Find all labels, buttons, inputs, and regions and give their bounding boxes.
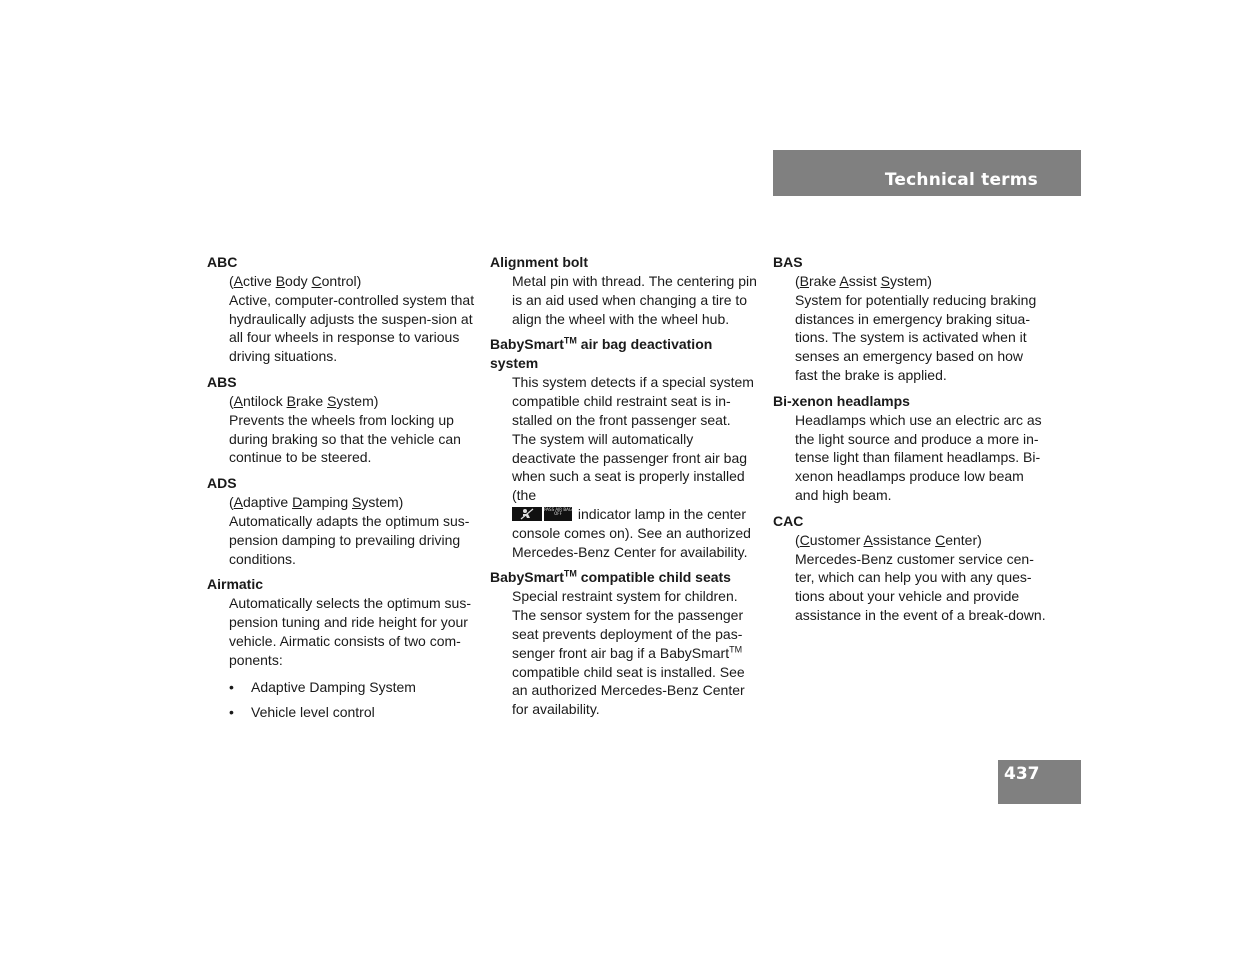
term-definition: System for potentially reducing braking distances in emergency braking situa-tions. The system is activated when it senses an emergency based on how fast the brake is applied. bbox=[795, 291, 1037, 383]
term-heading: BAS bbox=[773, 254, 803, 270]
term-expansion: (Antilock Brake System) bbox=[229, 392, 379, 409]
term-expansion: (Active Body Control) bbox=[229, 273, 362, 289]
entry-babysmart-seats bbox=[490, 568, 758, 719]
entry-airmatic bbox=[207, 575, 479, 722]
term-heading: ABC bbox=[207, 254, 238, 270]
pass-airbag-off-label: PASS AIR BAG OFF bbox=[544, 507, 572, 521]
entry-bi-xenon-headlamps bbox=[773, 392, 1048, 505]
page-number: 437 bbox=[1004, 764, 1040, 784]
term-definition: Mercedes-Benz customer service cen-ter, which can help you with any ques-tions about your vehicle and provide assistance in the event of a break-down. bbox=[795, 550, 1046, 623]
term-definition: Special restraint system for children. The sensor system for the passenger seat prevents deployment of the pas-senger front air bag if a BabySmart™ compatible child seat is installed. See an authorized Mercedes-Benz Center for availability. bbox=[512, 588, 745, 718]
term-heading: Alignment bolt bbox=[490, 254, 588, 270]
entry-abs bbox=[207, 373, 479, 467]
term-heading: Airmatic bbox=[207, 576, 264, 593]
glossary-column-1 bbox=[207, 253, 479, 729]
bullet-list bbox=[229, 678, 479, 723]
list-item: • Adaptive Damping System bbox=[229, 678, 479, 697]
glossary-column-3 bbox=[773, 253, 1048, 632]
term-definition: This system detects if a special system compatible child restraint seat is in-stalled on the front passenger seat. The system will automatically deactivate the passenger front air bag when such a seat is properly installed (the PASS AIR BAG OFF indicator lamp in the center console comes on). See an authorized Mercedes-Benz Center for availability. bbox=[512, 374, 754, 560]
entry-cac bbox=[773, 512, 1048, 625]
term-heading: BabySmart™ compatible child seats bbox=[490, 568, 731, 586]
entry-alignment-bolt bbox=[490, 253, 758, 328]
section-header-bar bbox=[773, 150, 1081, 196]
term-expansion: (Adaptive Damping System) bbox=[229, 494, 404, 511]
term-heading: Bi-xenon headlamps bbox=[773, 392, 910, 409]
term-expansion: (Customer Assistance Center) bbox=[795, 531, 982, 548]
list-item: • Vehicle level control bbox=[229, 703, 479, 722]
glossary-column-2 bbox=[490, 253, 758, 726]
entry-bas bbox=[773, 253, 1048, 385]
page-number-box bbox=[998, 760, 1081, 804]
term-definition: Headlamps which use an electric arc as the light source and produce a more in-tense light than filament headlamps. Bi-xenon headlamps produce low beam and high beam. bbox=[795, 411, 1042, 503]
trademark-mark: TM bbox=[729, 644, 743, 655]
term-expansion: (Brake Assist System) bbox=[795, 273, 932, 289]
entry-ads bbox=[207, 474, 479, 568]
term-definition: Automatically adapts the optimum sus-pension damping to prevailing driving conditions. bbox=[229, 512, 470, 567]
term-heading: ADS bbox=[207, 475, 237, 492]
term-definition: Metal pin with thread. The centering pin is an aid used when changing a tire to align the wheel with the wheel hub. bbox=[512, 273, 757, 327]
term-heading: ABS bbox=[207, 373, 237, 390]
airbag-off-indicator-lamp bbox=[512, 507, 574, 521]
term-definition: Prevents the wheels from locking up during braking so that the vehicle can continue to be steered. bbox=[229, 411, 461, 466]
trademark-mark: TM bbox=[563, 335, 577, 346]
section-title: Technical terms bbox=[884, 170, 1038, 190]
term-definition: Automatically selects the optimum sus-pension tuning and ride height for your vehicle. Airmatic consists of two com-ponents: bbox=[229, 595, 471, 668]
child-seat-icon bbox=[512, 507, 542, 521]
entry-abc bbox=[207, 253, 479, 366]
term-definition: Active, computer-controlled system that hydraulically adjusts the suspen-sion at all four wheels in response to various driving situations. bbox=[229, 291, 475, 365]
entry-babysmart-airbag bbox=[490, 335, 758, 561]
term-heading: CAC bbox=[773, 512, 804, 529]
term-heading: BabySmart™ air bag deactivation system bbox=[490, 335, 713, 372]
trademark-mark: TM bbox=[563, 568, 577, 579]
